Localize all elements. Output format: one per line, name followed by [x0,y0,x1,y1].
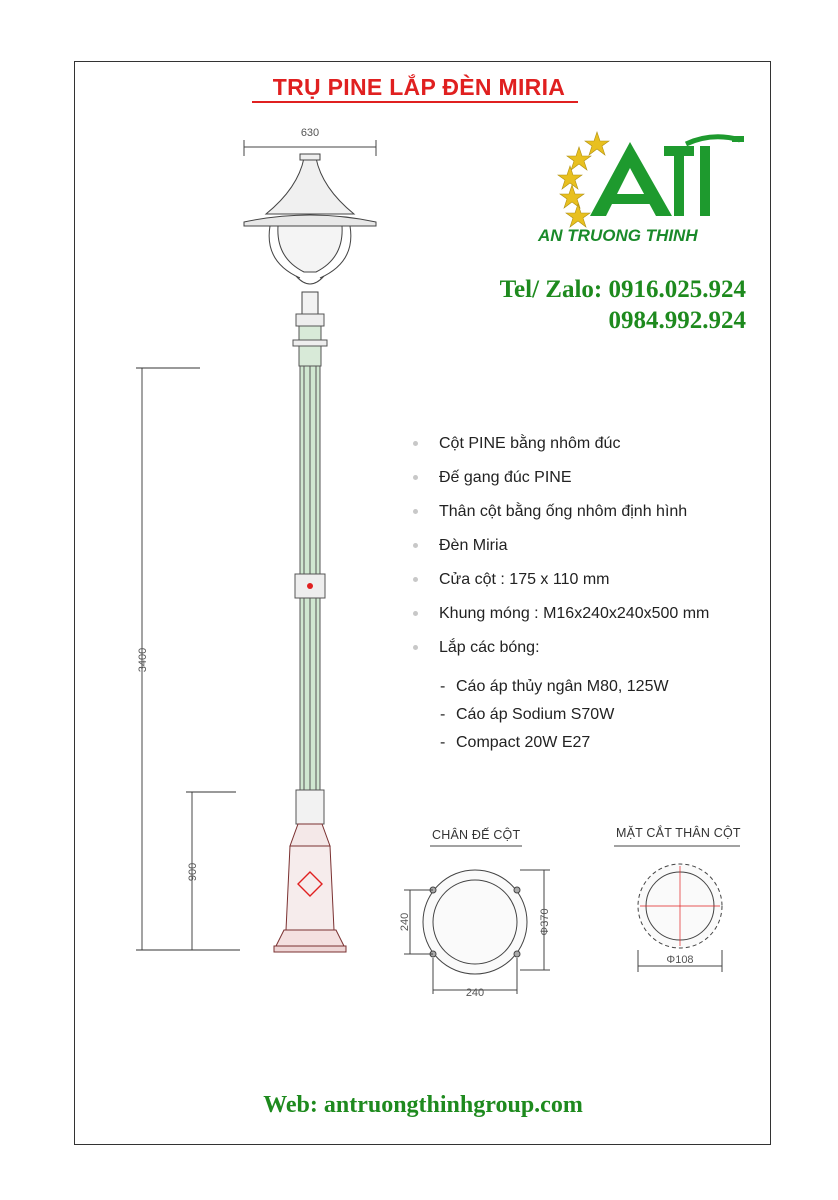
bullet-icon [413,577,418,582]
logo-letter-t2-stem [700,146,710,216]
dim-section-diameter: Φ108 [666,954,694,966]
page-title: TRỤ PINE LẮP ĐÈN MIRIA [272,74,566,100]
bulb-item: - Cáo áp thủy ngân M80, 125W [440,678,669,695]
logo-letter-a-bar [606,194,654,204]
dim-base-h: 240 [399,912,411,932]
label-section-view: MẶT CẮT THÂN CỘT [616,826,741,840]
spec-item: Đế gang đúc PINE [413,466,709,500]
bulb-list [440,677,669,761]
spec-item: Khung móng : M16x240x240x500 mm [413,602,709,636]
logo-star [560,185,584,208]
brand-logo [558,132,744,227]
dimension-lines [136,368,240,950]
logo-letter-t1-stem [674,146,684,216]
bullet-icon [413,543,418,548]
lamp-head [244,140,376,314]
bullet-icon [413,611,418,616]
logo-star [566,204,590,227]
spec-item: Đèn Miria [413,534,709,568]
brand-name: AN TRUONG THINH [538,226,698,245]
spec-item: Cửa cột : 175 x 110 mm [413,568,709,602]
spec-item: Thân cột bằng ống nhôm định hình [413,500,709,534]
bullet-icon [413,645,418,650]
bulb-item: - Cáo áp Sodium S70W [440,706,615,723]
website-link[interactable]: Web: antruongthinhgroup.com [263,1092,583,1118]
base-plate-view [404,846,550,994]
bullet-icon [413,475,418,480]
logo-star [558,166,582,189]
contact-phone-1: Tel/ Zalo: 0916.025.924 [499,276,746,303]
spec-item: Lắp các bóng: [413,636,709,670]
logo-star [585,132,609,155]
dim-base-diameter: Φ370 [539,908,551,936]
pole [293,314,327,790]
bullet-icon [413,441,418,446]
contact-phone-2: 0984.992.924 [608,307,746,334]
logo-lamp-arm [686,137,740,144]
label-base-view: CHÂN ĐẾ CỘT [432,828,521,842]
spec-item: Cột PINE bằng nhôm đúc [413,432,709,466]
dim-base-w: 240 [465,987,485,999]
pole-base [274,790,346,952]
logo-lamp-head [732,136,744,142]
bullet-icon [413,509,418,514]
dim-total-height: 3400 [137,647,149,673]
bulb-item: - Compact 20W E27 [440,734,591,751]
dim-base-height: 900 [187,862,199,882]
dim-lamp-width: 630 [300,127,320,139]
logo-star [567,147,591,170]
spec-list [413,432,709,670]
